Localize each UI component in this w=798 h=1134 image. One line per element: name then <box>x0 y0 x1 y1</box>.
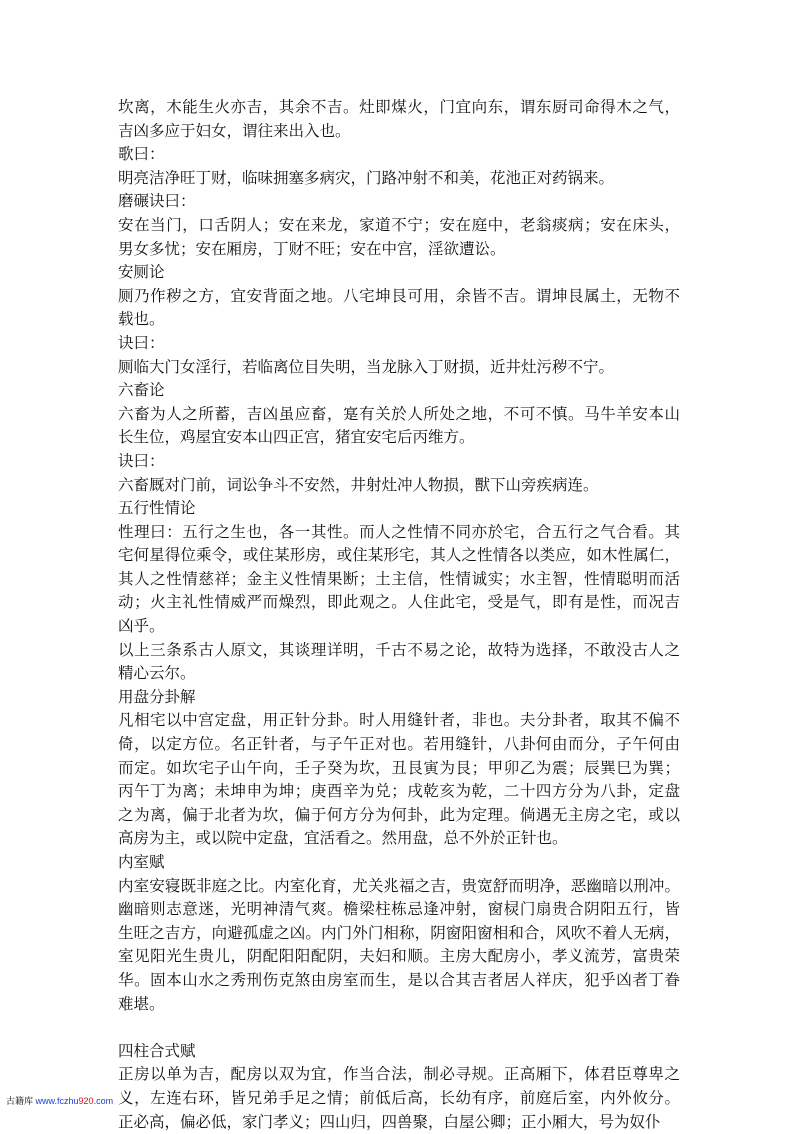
text-line: 六畜为人之所蓄，吉凶虽应畜，寔有关於人所处之地，不可不慎。马牛羊安本山 <box>118 404 680 423</box>
text-line: 高房为主，或以院中定盘，宜活看之。然用盘，总不外於正针也。 <box>118 829 568 848</box>
text-line: 男女多忧；安在厢房，丁财不旺；安在中宫，淫欲遭讼。 <box>118 239 506 258</box>
section-heading: 五行性情论 <box>118 499 196 518</box>
section-heading: 安厕论 <box>118 263 165 282</box>
section-heading: 四柱合式赋 <box>118 1041 196 1060</box>
section-heading: 磨碾诀曰： <box>118 192 196 211</box>
text-line: 凶乎。 <box>118 617 165 636</box>
section-heading: 用盘分卦解 <box>118 687 196 706</box>
paragraph <box>118 403 680 450</box>
text-line: 明亮洁净旺丁财，临味拥塞多病灾，门路冲射不和美，花池正对药锅来。 <box>118 168 615 187</box>
paragraph <box>118 474 680 498</box>
section-heading: 六畜论 <box>118 381 165 400</box>
text-line: 室见阳光生贵儿，阴配阳阳配阴，夫妇和顺。主房大配房小，孝义流芳，富贵荣 <box>118 947 680 966</box>
text-line: 厕乃作秽之方，宜安背面之地。八宅坤艮可用，余皆不吉。谓坤艮属土，无物不 <box>118 286 680 305</box>
text-line: 难堪。 <box>118 994 165 1013</box>
paragraph <box>118 356 680 380</box>
text-line: 厕临大门女淫行，若临离位目失明，当龙脉入丁财损，近井灶污秽不宁。 <box>118 357 615 376</box>
text-line: 吉凶多应于妇女，谓往来出入也。 <box>118 121 351 140</box>
text-line: 内室安寝既非庭之比。内室化育，尤关兆福之吉，贵宽舒而明净，恶幽暗以刑冲。 <box>118 876 680 895</box>
text-line: 动；火主礼性情威严而燥烈，即此观之。人住此宅，受是气，即有是性，而况吉 <box>118 593 680 612</box>
text-line: 凡相宅以中宫定盘，用正针分卦。时人用缝针者，非也。夫分卦者，取其不偏不 <box>118 711 680 730</box>
text-line: 丙午丁为离；未坤申为坤；庚酉辛为兑；戌乾亥为乾，二十四方分为八卦，定盘 <box>118 782 680 801</box>
text-line: 性理曰：五行之生也，各一其性。而人之性情不同亦於宅，合五行之气合看。其 <box>118 522 680 541</box>
text-line: 正必高，偏必低，家门孝义；四山归，四兽聚，白屋公卿；正小厢大，号为奴仆 <box>118 1112 661 1131</box>
text-line: 以上三条系古人原文，其谈理详明，千古不易之论，故特为选择，不敢没古人之 <box>118 640 680 659</box>
text-line: 生旺之吉方，向避孤虚之凶。内门外门相称，阴窗阳窗相和合，风吹不着人无病， <box>118 923 680 942</box>
section-heading: 诀曰： <box>118 451 165 470</box>
text-line: 长生位，鸡屋宜安本山四正宫，猪宜安宅后丙维方。 <box>118 428 475 447</box>
text-line: 安在当门，口舌阴人；安在来龙，家道不宁；安在庭中，老翁痰病；安在床头， <box>118 215 680 234</box>
text-line: 倚，以定方位。名正针者，与子午正对也。若用缝针，八卦何由而分，子午何由 <box>118 735 680 754</box>
text-line: 精心云尔。 <box>118 664 196 683</box>
document-body <box>118 96 680 1134</box>
text-line: 义，左连右环，皆兄弟手足之情；前低后高，长幼有序，前庭后室，内外攸分。 <box>118 1088 680 1107</box>
footer-url[interactable]: www.fczhu920.com <box>35 1096 114 1106</box>
paragraph <box>118 285 680 332</box>
text-line: 华。固本山水之秀刑伤克煞由房室而生，是以合其吉者居人祥庆，犯乎凶者丁眷 <box>118 970 680 989</box>
text-line: 宅何星得位乘令，或住某形房，或住某形宅，其人之性情各以类应，如木性属仁， <box>118 546 680 565</box>
text-line: 六畜厩对门前，词讼争斗不安然，井射灶冲人物损，獸下山旁疾病连。 <box>118 475 599 494</box>
section-heading: 诀曰： <box>118 333 165 352</box>
text-line: 正房以单为吉，配房以双为宜，作当合法，制必寻规。正高厢下，体君臣尊卑之 <box>118 1065 680 1084</box>
text-line: 而定。如坎宅子山午向，壬子癸为坎，丑艮寅为艮；甲卯乙为震；辰巽巳为巽； <box>118 758 680 777</box>
footer-site-name: 古籍库 <box>6 1096 34 1106</box>
text-line: 其人之性情慈祥；金主义性情果断；土主信，性情诚实；水主智，性情聪明而活 <box>118 569 680 588</box>
text-line: 载也。 <box>118 310 165 329</box>
text-line: 坎离，木能生火亦吉，其余不吉。灶即煤火，门宜向东，谓东厨司命得木之气， <box>118 98 680 116</box>
paragraph <box>118 639 680 686</box>
section-heading: 内室赋 <box>118 853 165 871</box>
paragraph <box>118 709 680 851</box>
paragraph <box>118 1063 680 1134</box>
blank-line <box>118 1016 680 1040</box>
text-line: 之为离，偏于北者为坎，偏于何方分为何卦，此为定理。倘遇无主房之宅，或以 <box>118 805 680 824</box>
paragraph <box>118 521 680 639</box>
paragraph <box>118 167 680 191</box>
section-heading: 歌曰： <box>118 145 165 164</box>
paragraph <box>118 96 680 143</box>
paragraph <box>118 875 680 1017</box>
text-line: 幽暗则志意迷，光明神清气爽。檐梁柱栋忌逢冲射，窗棂门扇贵合阴阳五行，皆 <box>118 900 680 919</box>
paragraph <box>118 214 680 261</box>
footer-watermark[interactable] <box>6 1094 113 1107</box>
